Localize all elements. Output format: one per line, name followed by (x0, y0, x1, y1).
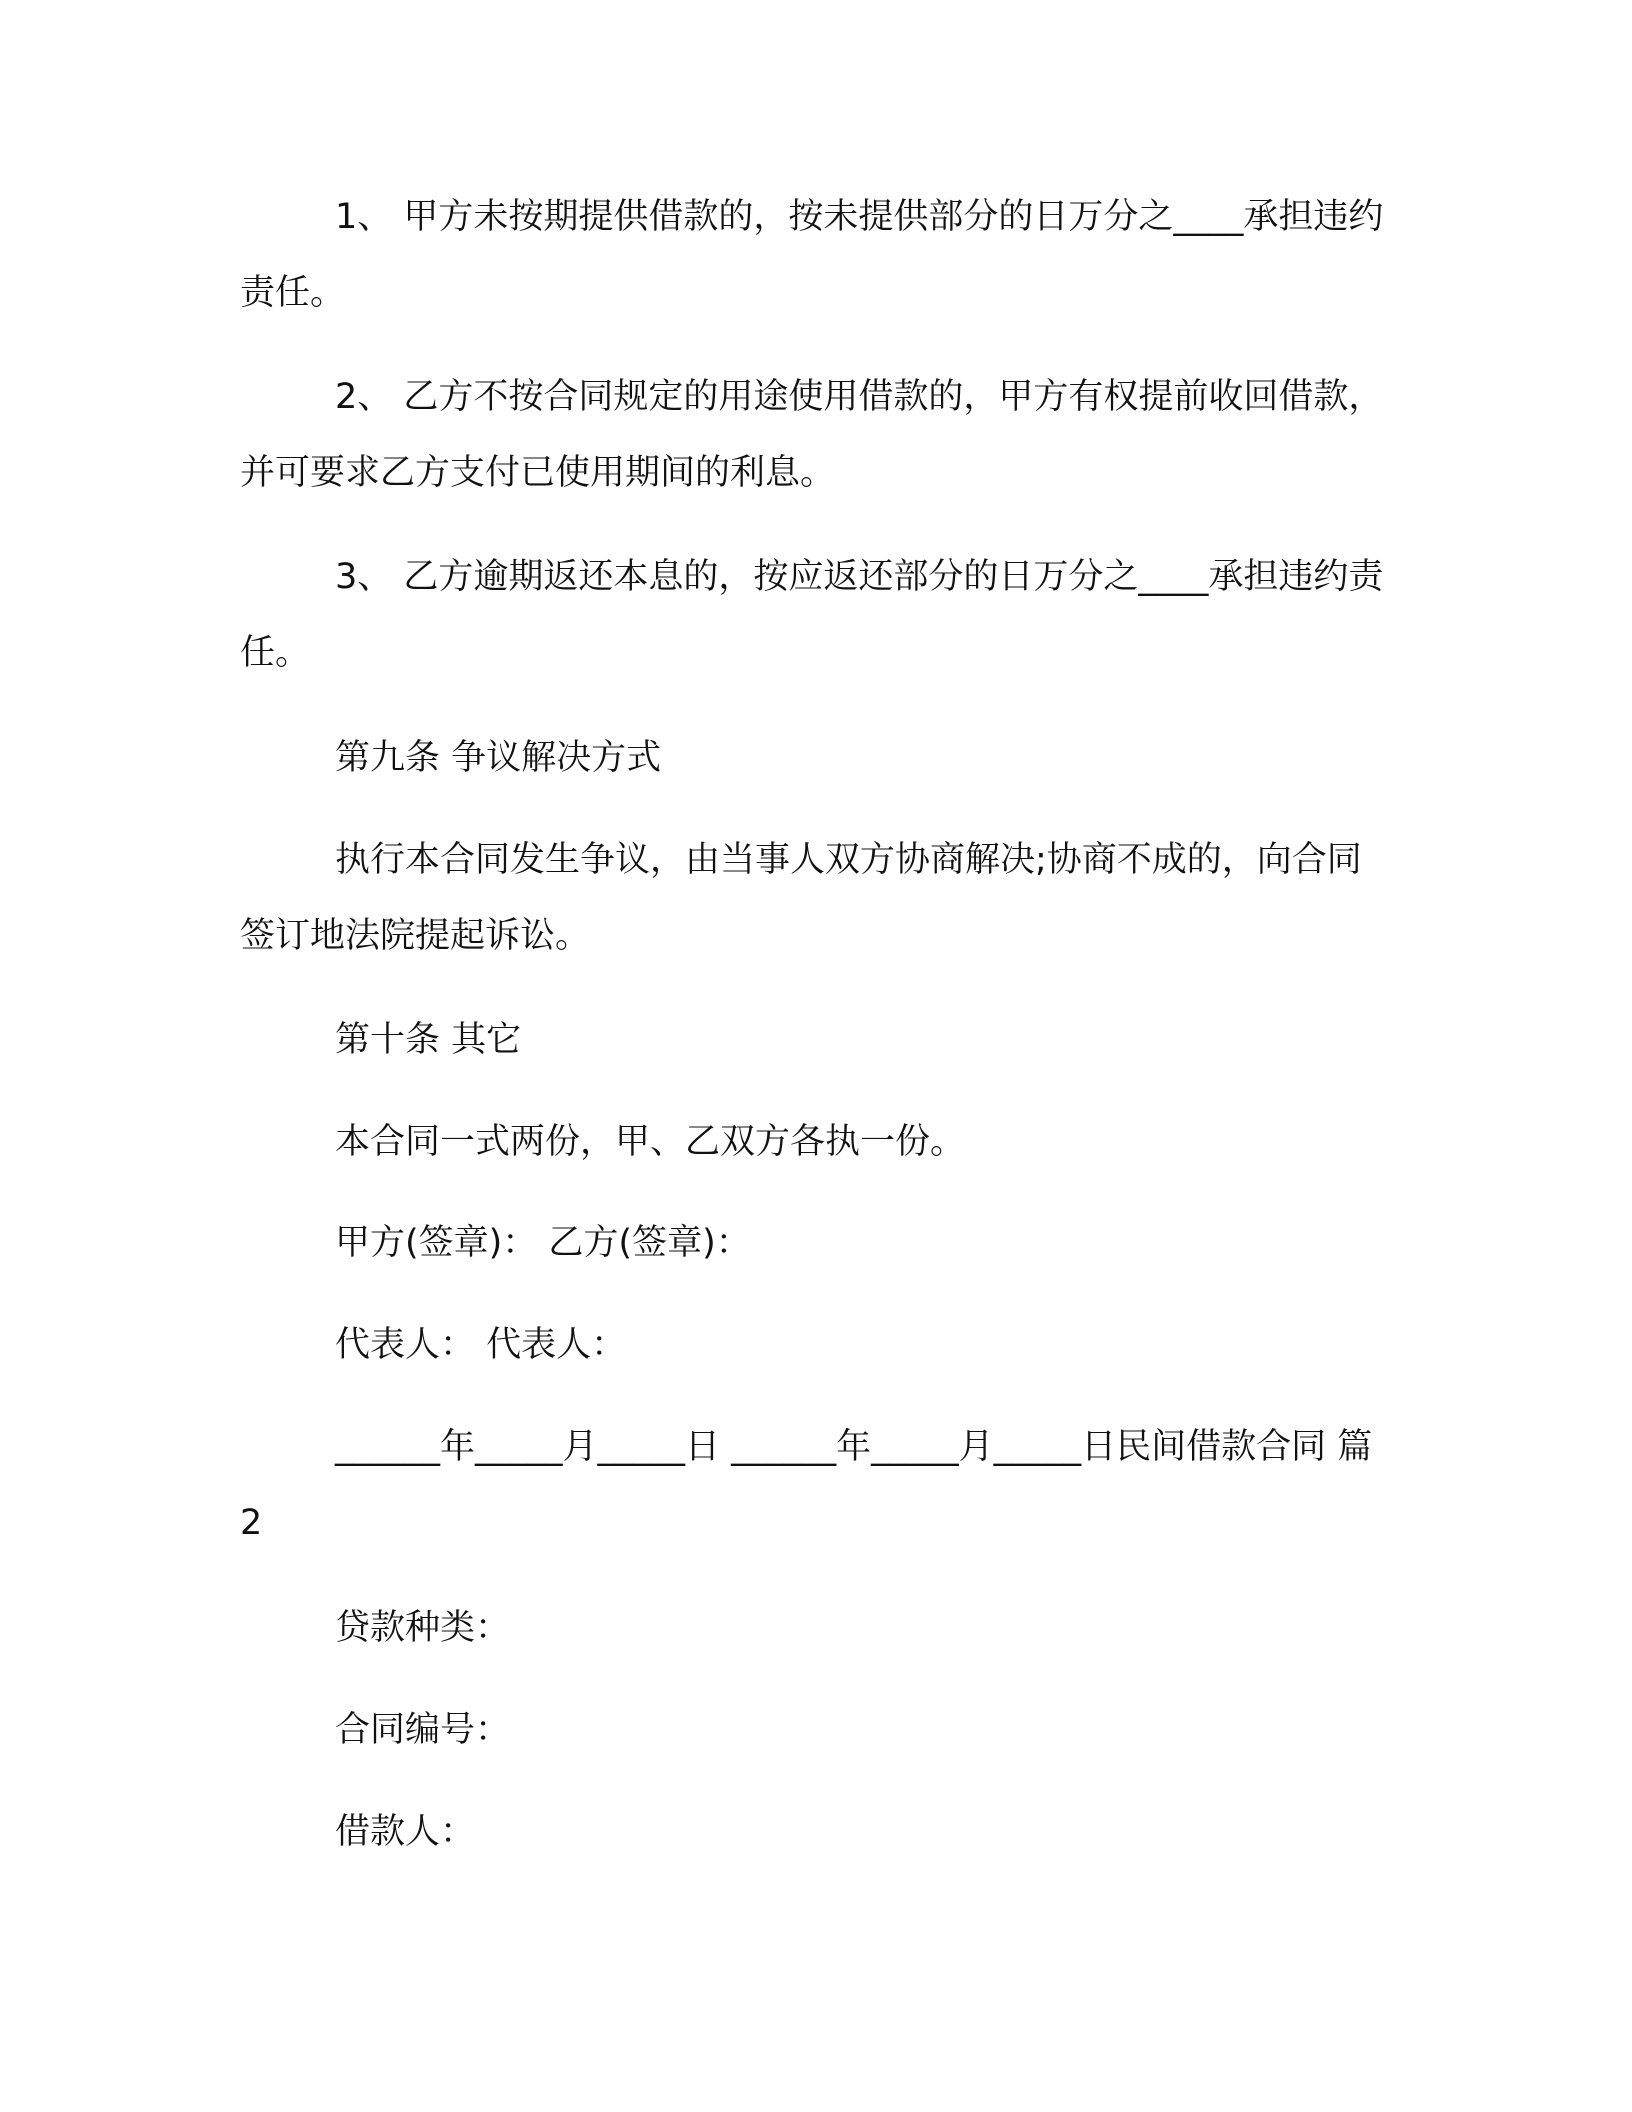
article-10-heading: 第十条 其它 (335, 1020, 522, 1060)
borrower-field: 借款人： (335, 1812, 476, 1852)
article-9-heading: 第九条 争议解决方式 (335, 738, 662, 778)
contract-number-field: 合同编号： (335, 1710, 511, 1750)
clause-2-paragraph: 2、 乙方不按合同规定的用途使用借款的，甲方有权提前收回借款，并可要求乙方支付已使用期间的利息。 (240, 377, 1384, 493)
representative-line: 代表人： 代表人： (335, 1325, 627, 1365)
article-9-body-paragraph: 执行本合同发生争议，由当事人双方协商解决;协商不成的，向合同签订地法院提起诉讼。 (240, 840, 1362, 956)
signature-line: 甲方(签章)： 乙方(签章)： (335, 1223, 751, 1263)
copies-paragraph: 本合同一式两份，甲、乙双方各执一份。 (335, 1122, 966, 1162)
clause-3-paragraph: 3、 乙方逾期返还本息的，按应返还部分的日万分之____承担违约责任。 (240, 557, 1384, 673)
loan-type-field: 贷款种类： (335, 1608, 511, 1648)
date-line-and-contract-title: ______年_____月_____日 ______年_____月_____日民间借款合同 篇 2 (240, 1427, 1384, 1543)
clause-1-paragraph: 1、 甲方未按期提供借款的，按未提供部分的日万分之____承担违约责任。 (240, 197, 1384, 313)
